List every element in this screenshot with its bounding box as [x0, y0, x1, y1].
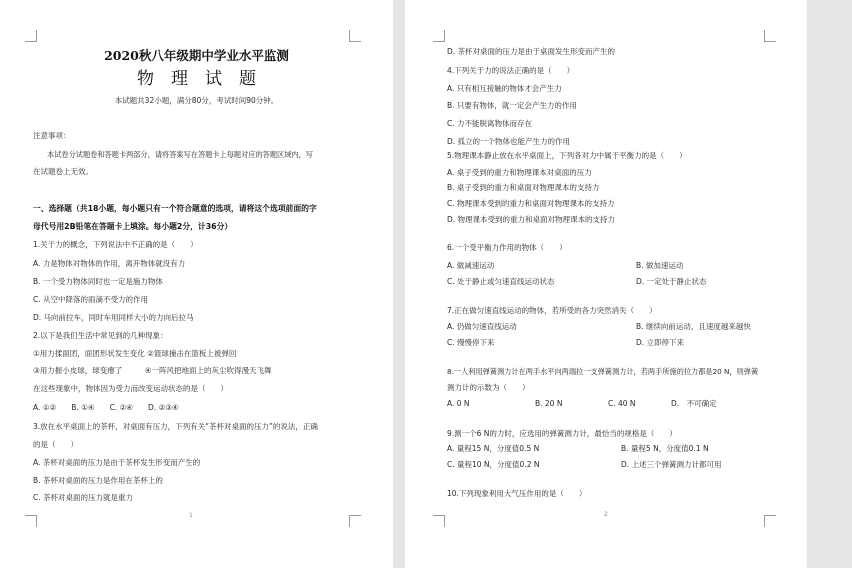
question-option: C. 茶杯对桌面的压力就是重力: [33, 493, 134, 502]
question-option: A. 力是物体对物体的作用，离开物体就没有力: [33, 259, 186, 268]
corner-mark: [349, 515, 361, 527]
question-stem: 9.测一个6 N的力时，应选用的弹簧测力计，最恰当的规格是（ ）: [447, 429, 677, 438]
question-option: D. 立即停下来: [636, 338, 685, 347]
corner-mark: [433, 30, 445, 42]
exam-info: 本试题共32小题，满分80分，考试时间90分钟。: [114, 96, 279, 105]
question-option: D. 茶杯对桌面的压力是由于桌面发生形变而产生的: [447, 47, 616, 56]
question-option: B. 量程5 N，分度值0.1 N: [621, 444, 709, 453]
notice-line: 在试题卷上无效。: [33, 167, 93, 176]
question-option: A. 做减速运动: [447, 261, 495, 270]
corner-mark: [25, 515, 37, 527]
question-stem: 5.物理课本静止放在水平桌面上，下列各对力中属于平衡力的是（ ）: [447, 151, 687, 160]
question-stem: 测力计的示数为（ ）: [447, 383, 530, 392]
question-stem: 8.一人利用弹簧测力计在两手水平向两端拉一支弹簧测力计，若两手所施的拉力都是20 N，则弹簧: [447, 367, 759, 376]
section-heading: 母代号用2B铅笔在答题卡上填涂。每小题2分，计36分）: [33, 222, 233, 231]
question-option: A. 仍做匀速直线运动: [447, 322, 517, 331]
question-option: C. 慢慢停下来: [447, 338, 495, 347]
question-option: A. 茶杯对桌面的压力是由于茶杯发生形变而产生的: [33, 458, 201, 467]
corner-mark: [25, 30, 37, 42]
corner-mark: [764, 30, 776, 42]
question-option: D. 马向前拉车，同时车用同样大小的力向后拉马: [33, 313, 194, 322]
question-option: C. 物理课本受到的重力和桌面对物理课本的支持力: [447, 199, 615, 208]
question-option: A. 量程15 N，分度值0.5 N: [447, 444, 540, 453]
question-option: C. 从空中降落的雨滴不受力的作用: [33, 295, 149, 304]
section-heading: 一、选择题（共18小题，每小题只有一个符合题意的选项，请将这个选项前面的字: [33, 204, 317, 213]
question-text: 在这些现象中，物体因为受力而改变运动状态的是（ ）: [33, 384, 228, 393]
page-number: 2: [604, 511, 608, 518]
question-option: B. 做加速运动: [636, 261, 684, 270]
corner-mark: [764, 515, 776, 527]
question-stem: 1.关于力的概念，下列说法中不正确的是（ ）: [33, 240, 198, 249]
notice-title: 注意事项：: [33, 131, 71, 140]
exam-subject: 物 理 试 题: [137, 69, 256, 89]
question-option: D. 一定处于静止状态: [636, 277, 707, 286]
question-stem: 2.以下是我们生活中常见到的几种现象：: [33, 331, 168, 340]
question-option: B. 一个受力物体同时也一定是施力物体: [33, 277, 163, 286]
question-text: ③用力握小皮球，球变瘪了 ④一阵风把地面上的灰尘吹得漫天飞舞: [33, 366, 272, 375]
question-stem: 6.一个受平衡力作用的物体（ ）: [447, 243, 567, 252]
question-option: C. 40 N: [608, 399, 636, 408]
question-option: C. 力不能脱离物体而存在: [447, 119, 533, 128]
question-option: D. 孤立的一个物体也能产生力的作用: [447, 137, 571, 146]
question-option: B. 桌子受到的重力和桌面对物理课本的支持力: [447, 183, 600, 192]
question-stem: 7.正在做匀速直线运动的物体，若所受的各力突然消失（ ）: [447, 306, 657, 315]
question-text: ①用力揉面团，面团形状发生变化 ②篮球撞击在篮板上被弹回: [33, 349, 237, 358]
question-option: B. 只要有物体，就一定会产生力的作用: [447, 101, 577, 110]
document-page-1: [0, 0, 393, 568]
question-option: B. 茶杯对桌面的压力是作用在茶杯上的: [33, 476, 163, 485]
page-number: 1: [189, 512, 193, 519]
question-option: D. 不可确定: [671, 399, 717, 408]
corner-mark: [433, 515, 445, 527]
question-option: D. 上述三个弹簧测力计都可用: [621, 460, 722, 469]
question-stem: 10.下列现象利用大气压作用的是（ ）: [447, 489, 587, 498]
question-stem: 3.放在水平桌面上的茶杯，对桌面有压力，下列有关“茶杯对桌面的压力”的说法，正确: [33, 422, 318, 431]
question-option: B. 继续向前运动，且速度越来越快: [636, 322, 751, 331]
notice-line: 本试卷分试题卷和答题卡两部分，请将答案写在答题卡上每题对应的答题区域内，写: [47, 150, 313, 159]
question-stem: 的是（ ）: [33, 440, 78, 449]
question-option: D. 物理课本受到的重力和桌面对物理课本的支持力: [447, 215, 616, 224]
question-options: A. ①② B. ①④ C. ②④ D. ②③④: [33, 403, 179, 412]
question-option: C. 处于静止或匀速直线运动状态: [447, 277, 555, 286]
question-stem: 4.下列关于力的说法正确的是（ ）: [447, 66, 575, 75]
question-option: A. 桌子受到的重力和物理课本对桌面的压力: [447, 168, 592, 177]
exam-title: 2020秋八年级期中学业水平监测: [104, 48, 289, 63]
document-page-2: [405, 0, 807, 568]
question-option: B. 20 N: [535, 399, 563, 408]
question-option: A. 只有相互接触的物体才会产生力: [447, 84, 562, 93]
question-option: C. 量程10 N，分度值0.2 N: [447, 460, 540, 469]
corner-mark: [349, 30, 361, 42]
question-option: A. 0 N: [447, 399, 470, 408]
